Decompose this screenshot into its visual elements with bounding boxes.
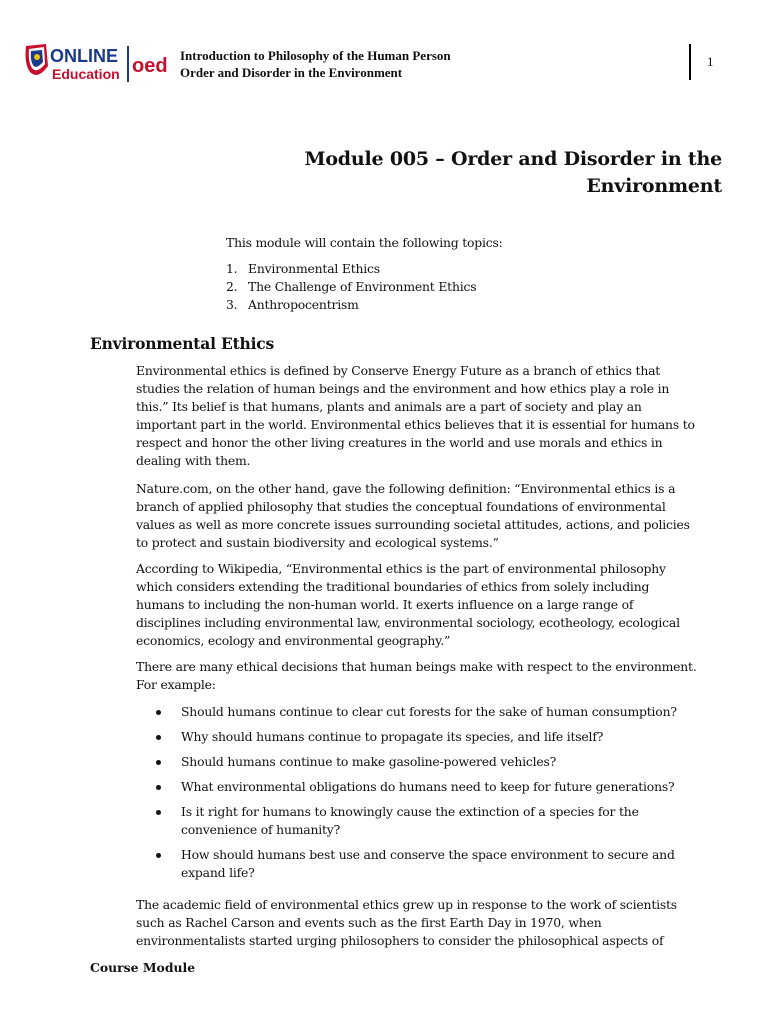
- logo-text-online: ONLINE: [50, 46, 119, 66]
- list-item: [136, 778, 726, 796]
- page-title-line-2: Environment: [586, 175, 722, 197]
- course-title: Introduction to Philosophy of the Human Person: [180, 48, 451, 63]
- paragraph-line: Nature.com, on the other hand, gave the following definition: “Environmental ethics is a: [136, 481, 676, 496]
- topic-number: 2.: [226, 279, 238, 294]
- page-title-line-1: Module 005 – Order and Disorder in the: [304, 148, 722, 170]
- topic-label: The Challenge of Environment Ethics: [248, 279, 477, 294]
- list-item-text: Is it right for humans to knowingly cause the extinction of a species for the: [181, 804, 639, 819]
- header-divider: [689, 44, 691, 80]
- paragraph-4: [136, 658, 726, 694]
- bullet-icon: [156, 853, 161, 858]
- online-education-logo: [24, 42, 176, 88]
- paragraph-line: Environmental ethics is defined by Conserve Energy Future as a branch of ethics that: [136, 363, 661, 378]
- topic-item: [226, 260, 476, 278]
- bullet-icon: [156, 735, 161, 740]
- page-number: 1: [707, 54, 714, 69]
- paragraph-line: respect and honor the other living creatures in the world and use morals and ethics in: [136, 435, 663, 450]
- paragraph-line: environmentalists started urging philosophers to consider the philosophical aspects of: [136, 933, 664, 948]
- topic-item: [226, 296, 476, 314]
- list-item: [136, 803, 726, 839]
- paragraph-line: branch of applied philosophy that studies the conceptual foundations of environmental: [136, 499, 666, 514]
- topic-number: 3.: [226, 297, 238, 312]
- topic-label: Anthropocentrism: [248, 297, 359, 312]
- list-item: [136, 728, 726, 746]
- paragraph-line: humans to including the non-human world. It exerts influence on a large range of: [136, 597, 634, 612]
- logo-text-education: Education: [52, 66, 120, 82]
- paragraph-line: values as well as more concrete issues surrounding societal attitudes, actions, and policies: [136, 517, 690, 532]
- paragraph-line: to protect and sustain biodiversity and ecological systems.”: [136, 535, 499, 550]
- paragraph-line: disciplines including environmental law, environmental sociology, ecotheology, ecological: [136, 615, 680, 630]
- list-item-text: What environmental obligations do humans need to keep for future generations?: [181, 779, 675, 794]
- paragraph-line: which considers extending the traditional boundaries of ethics from solely including: [136, 579, 650, 594]
- paragraph-line: The academic field of environmental ethics grew up in response to the work of scientists: [136, 897, 677, 912]
- question-list: [136, 703, 726, 889]
- list-item-text: Should humans continue to clear cut forests for the sake of human consumption?: [181, 704, 677, 719]
- topic-number: 1.: [226, 261, 238, 276]
- list-item-text: expand life?: [181, 865, 255, 880]
- topic-list: [226, 260, 476, 314]
- list-item-text: convenience of humanity?: [181, 822, 341, 837]
- logo-mark-oed: oed: [132, 55, 168, 77]
- list-item: [136, 846, 726, 882]
- paragraph-line: dealing with them.: [136, 453, 251, 468]
- paragraph-line: economics, ecology and environmental geography.”: [136, 633, 451, 648]
- bullet-icon: [156, 785, 161, 790]
- paragraph-line: For example:: [136, 677, 216, 692]
- paragraph-line: According to Wikipedia, “Environmental ethics is the part of environmental philosophy: [136, 561, 666, 576]
- list-item-text: Should humans continue to make gasoline-powered vehicles?: [181, 754, 557, 769]
- paragraph-1: [136, 362, 726, 470]
- bullet-icon: [156, 810, 161, 815]
- topic-item: [226, 278, 476, 296]
- list-item: [136, 703, 726, 721]
- paragraph-line: this.” Its belief is that humans, plants and animals are a part of society and play an: [136, 399, 642, 414]
- paragraph-5: [136, 896, 726, 950]
- bullet-icon: [156, 710, 161, 715]
- paragraph-line: There are many ethical decisions that human beings make with respect to the environment.: [136, 659, 697, 674]
- list-item: [136, 753, 726, 771]
- section-heading: Environmental Ethics: [90, 334, 275, 353]
- shield-icon: [26, 44, 49, 75]
- module-subtitle: Order and Disorder in the Environment: [180, 65, 403, 80]
- list-item-text: Why should humans continue to propagate its species, and life itself?: [181, 729, 604, 744]
- list-item-text: How should humans best use and conserve the space environment to secure and: [181, 847, 675, 862]
- paragraph-line: important part in the world. Environmental ethics believes that it is essential for humans to: [136, 417, 695, 432]
- paragraph-line: studies the relation of human beings and the environment and how ethics play a role in: [136, 381, 670, 396]
- paragraph-line: such as Rachel Carson and events such as the first Earth Day in 1970, when: [136, 915, 602, 930]
- paragraph-2: [136, 480, 726, 552]
- topic-label: Environmental Ethics: [248, 261, 380, 276]
- bullet-icon: [156, 760, 161, 765]
- logo-divider: [127, 46, 129, 82]
- intro-text: This module will contain the following topics:: [226, 235, 503, 250]
- footer-label: Course Module: [90, 960, 196, 975]
- paragraph-3: [136, 560, 726, 650]
